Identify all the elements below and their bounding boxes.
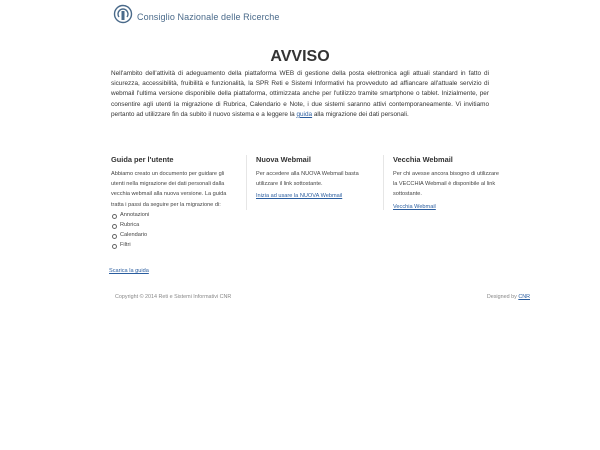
logo-text: Consiglio Nazionale delle Ricerche xyxy=(137,12,280,22)
cnr-logo[interactable] xyxy=(113,4,279,24)
new-webmail-text: Per accedere alla NUOVA Webmail basta utilizzare il link sottostante. xyxy=(256,171,359,188)
list-item: Calendario xyxy=(111,230,231,240)
new-webmail-heading: Nuova Webmail xyxy=(256,155,311,164)
new-webmail-column xyxy=(256,155,374,202)
column-divider xyxy=(246,155,247,210)
download-guide-link[interactable]: Scarica la guida xyxy=(109,268,149,274)
guide-heading: Guida per l'utente xyxy=(111,155,174,164)
notice-text xyxy=(111,69,489,120)
guide-column xyxy=(109,155,231,274)
guide-list xyxy=(111,210,231,251)
guide-text: Abbiamo creato un documento per guidare gli utenti nella migrazione dei dati personali dalla vecchia webmail alla nuova versione. La guida tratta i passi da seguire per la migrazione di: xyxy=(111,171,227,208)
designer-link[interactable]: CNR xyxy=(518,294,530,300)
old-webmail-link[interactable]: Vecchia Webmail xyxy=(393,203,436,210)
column-divider xyxy=(383,155,384,210)
old-webmail-text: Per chi avesse ancora bisogno di utilizzare la VECCHIA Webmail è disponibile al link sottostante. xyxy=(393,171,500,198)
old-webmail-heading: Vecchia Webmail xyxy=(393,155,453,164)
notice-text-after: alla migrazione dei dati personali. xyxy=(313,110,409,118)
footer-designed-by: Designed by xyxy=(486,294,517,300)
old-webmail-column xyxy=(393,155,503,212)
list-item: Annotazioni xyxy=(111,210,231,220)
notice-text-before: Nell'ambito dell'attività di adeguamento della piattaforma WEB di gestione della posta elettronica agli attuali standard in fatto di sicurezza, accessibilità, fruibilità e funzionalità, la SPR Reti e Sistemi Informativi ha provveduto ad affiancare all'attuale servizio di webmail l'ultima versione disponibile della piattaforma, ottimizzata anche per l'utilizzo tramite smartphone o tablet. Inizialmente, per consentire agli utenti la migrazione di Rubrica, Calendario e Note, i due sistemi saranno attivi contemporaneamente. Vi invitiamo pertanto ad utilizzare fin da subito il nuovo sistema e a leggere la xyxy=(111,70,489,118)
footer-copyright: Copyright © 2014 Reti e Sistemi Informativi CNR xyxy=(115,294,232,300)
new-webmail-link[interactable]: Inizia ad usare la NUOVA Webmail xyxy=(256,193,343,200)
footer-credits xyxy=(487,294,530,300)
list-item: Filtri xyxy=(111,240,231,250)
list-item: Rubrica xyxy=(111,220,231,230)
cnr-logo-icon xyxy=(113,4,133,24)
page-title: AVVISO xyxy=(270,48,330,65)
guide-link[interactable]: guida xyxy=(296,110,313,118)
